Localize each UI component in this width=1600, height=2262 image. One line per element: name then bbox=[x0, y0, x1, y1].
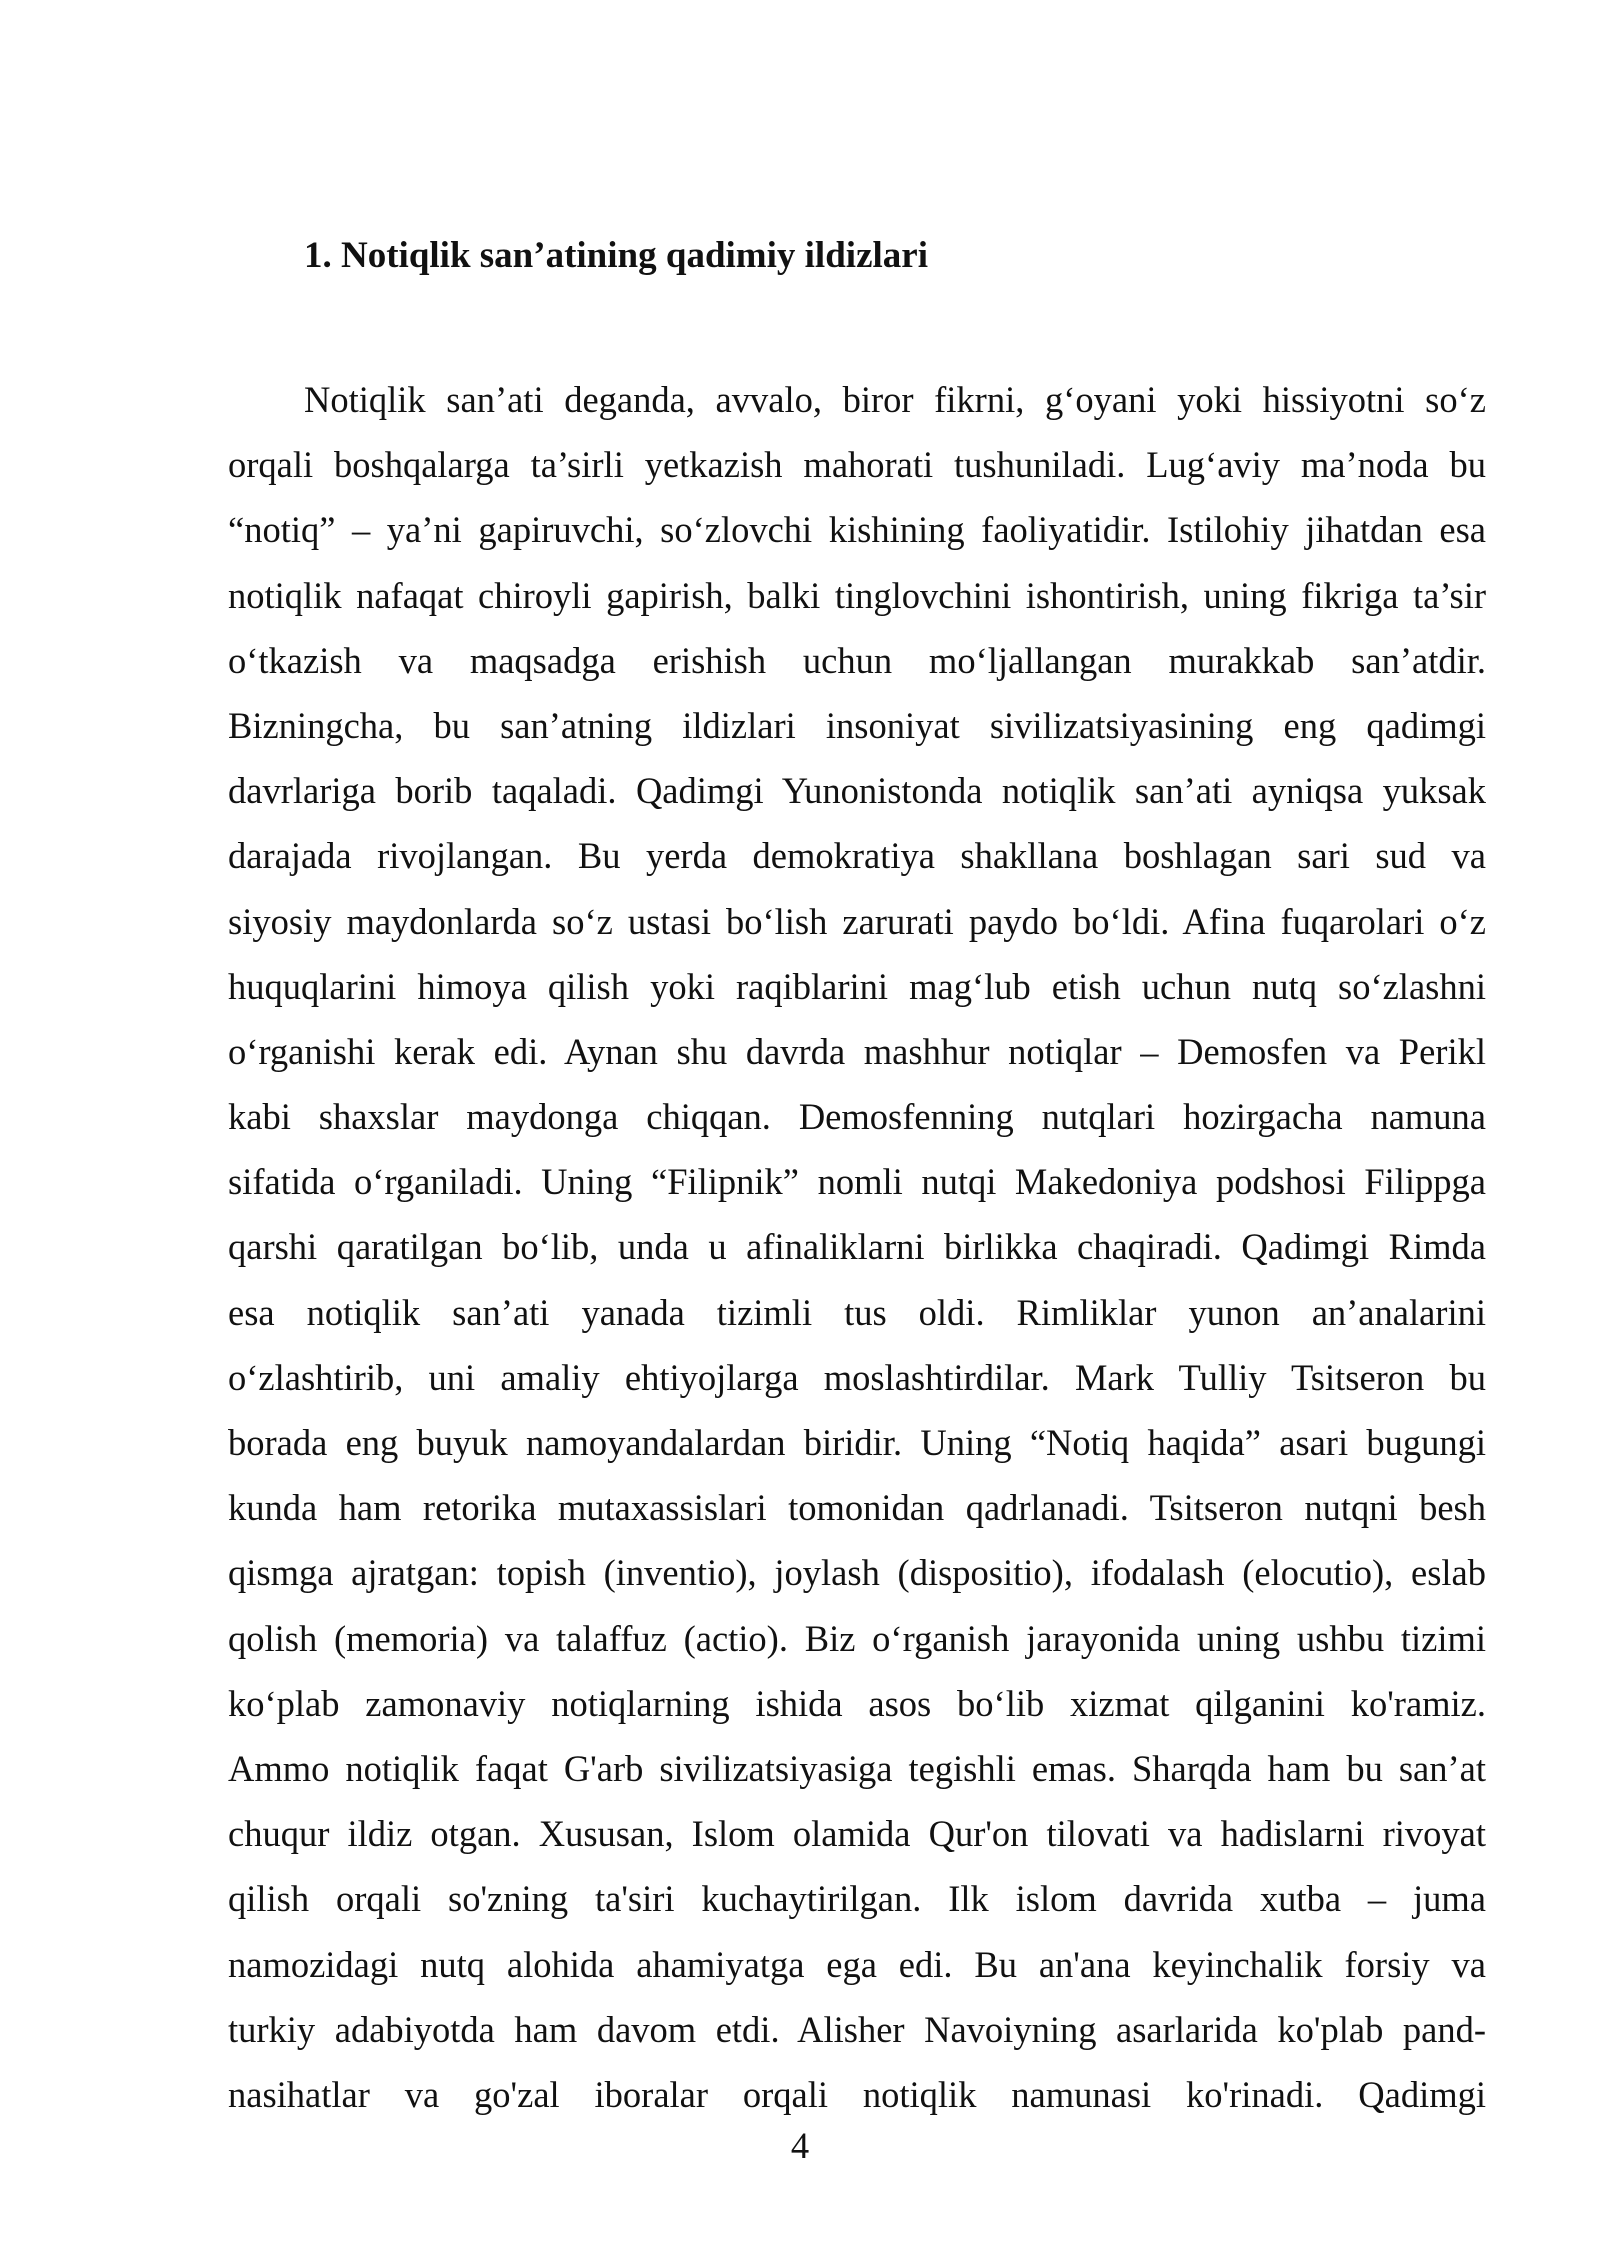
paragraph-line: esa notiqlik san’ati yanada tizimli tus oldi. Rimliklar yunon an’analarini bbox=[228, 1291, 1486, 1333]
paragraph-line: orqali boshqalarga ta’sirli yetkazish mahorati tushuniladi. Lug‘aviy ma’noda bu bbox=[228, 444, 1486, 486]
section-heading: 1. Notiqlik san’atining qadimiy ildizlari bbox=[304, 235, 928, 276]
paragraph-line: Bizningcha, bu san’atning ildizlari insoniyat sivilizatsiyasining eng qadimgi bbox=[228, 704, 1486, 746]
paragraph-line: qilish orqali so'zning ta'siri kuchaytirilgan. Ilk islom davrida xutba – juma bbox=[228, 1878, 1486, 1920]
paragraph-line: ko‘plab zamonaviy notiqlarning ishida asos bo‘lib xizmat qilganini ko'ramiz. bbox=[228, 1682, 1486, 1724]
paragraph-line: Notiqlik san’ati deganda, avvalo, biror fikrni, g‘oyani yoki hissiyotni so‘z bbox=[304, 379, 1486, 420]
paragraph-line: o‘tkazish va maqsadga erishish uchun mo‘ljallangan murakkab san’atdir. bbox=[228, 639, 1486, 681]
paragraph-line: sifatida o‘rganiladi. Uning “Filipnik” nomli nutqi Makedoniya podshosi Filippga bbox=[228, 1161, 1486, 1203]
paragraph-line: qarshi qaratilgan bo‘lib, unda u afinaliklarni birlikka chaqiradi. Qadimgi Rimda bbox=[228, 1226, 1486, 1268]
paragraph-line: siyosiy maydonlarda so‘z ustasi bo‘lish zarurati paydo bo‘ldi. Afina fuqarolari o‘z bbox=[228, 900, 1486, 942]
page-number: 4 bbox=[790, 2125, 810, 2166]
paragraph-line: o‘zlashtirib, uni amaliy ehtiyojlarga moslashtirdilar. Mark Tulliy Tsitseron bu bbox=[228, 1356, 1486, 1398]
paragraph-line: nasihatlar va go'zal iboralar orqali notiqlik namunasi ko'rinadi. Qadimgi bbox=[228, 2073, 1486, 2115]
paragraph-line: o‘rganishi kerak edi. Aynan shu davrda mashhur notiqlar – Demosfen va Perikl bbox=[228, 1030, 1486, 1072]
paragraph-line: davrlariga borib taqaladi. Qadimgi Yunonistonda notiqlik san’ati ayniqsa yuksak bbox=[228, 770, 1486, 812]
paragraph-line: kabi shaxslar maydonga chiqqan. Demosfenning nutqlari hozirgacha namuna bbox=[228, 1096, 1486, 1138]
paragraph-line: kunda ham retorika mutaxassislari tomonidan qadrlanadi. Tsitseron nutqni besh bbox=[228, 1487, 1486, 1529]
body-paragraph bbox=[228, 374, 1486, 2134]
paragraph-line: qolish (memoria) va talaffuz (actio). Biz o‘rganish jarayonida uning ushbu tizimi bbox=[228, 1617, 1486, 1659]
paragraph-line: “notiq” – ya’ni gapiruvchi, so‘zlovchi kishining faoliyatidir. Istilohiy jihatdan esa bbox=[228, 509, 1486, 551]
paragraph-line: namozidagi nutq alohida ahamiyatga ega edi. Bu an'ana keyinchalik forsiy va bbox=[228, 1943, 1486, 1985]
paragraph-line: chuqur ildiz otgan. Xususan, Islom olamida Qur'on tilovati va hadislarni rivoyat bbox=[228, 1813, 1486, 1855]
paragraph-line: qismga ajratgan: topish (inventio), joylash (dispositio), ifodalash (elocutio), eslab bbox=[228, 1552, 1486, 1594]
paragraph-line: turkiy adabiyotda ham davom etdi. Alisher Navoiyning asarlarida ko'plab pand- bbox=[228, 2008, 1486, 2050]
paragraph-line: huquqlarini himoya qilish yoki raqiblarini mag‘lub etish uchun nutq so‘zlashni bbox=[228, 965, 1486, 1007]
paragraph-line: darajada rivojlangan. Bu yerda demokratiya shakllana boshlagan sari sud va bbox=[228, 835, 1486, 877]
paragraph-line: borada eng buyuk namoyandalardan biridir. Uning “Notiq haqida” asari bugungi bbox=[228, 1422, 1486, 1463]
paragraph-line: Ammo notiqlik faqat G'arb sivilizatsiyasiga tegishli emas. Sharqda ham bu san’at bbox=[228, 1747, 1486, 1789]
paragraph-line: notiqlik nafaqat chiroyli gapirish, balki tinglovchini ishontirish, uning fikriga ta’sir bbox=[228, 574, 1486, 616]
